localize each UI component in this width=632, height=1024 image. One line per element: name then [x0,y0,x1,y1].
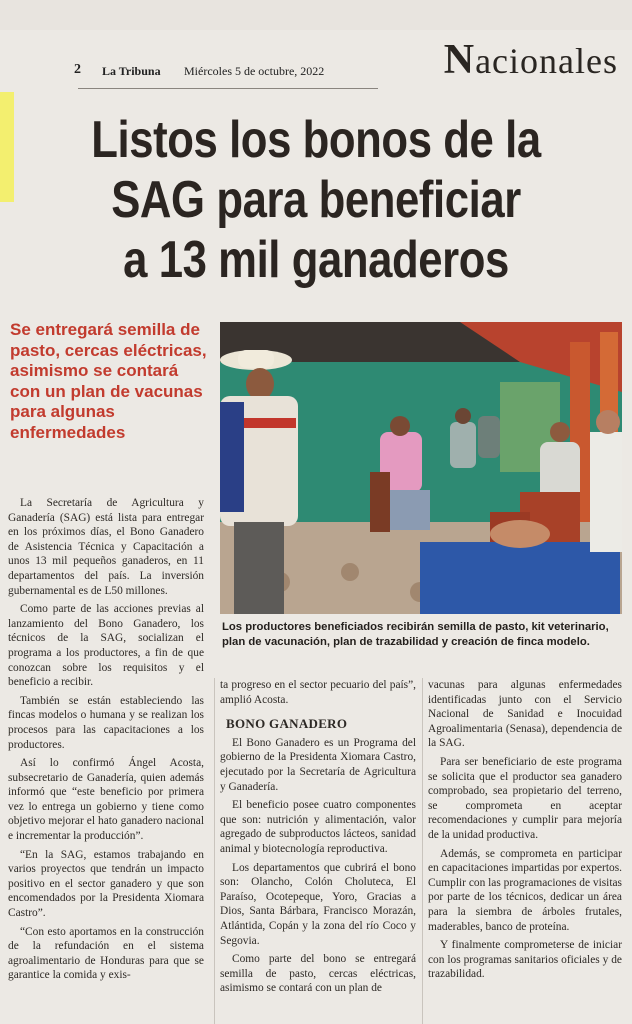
paper-name: La Tribuna [102,64,161,78]
paragraph: ta progreso en el sector pecuario del país”, amplió Acosta. [220,679,416,706]
paragraph: El Bono Ganadero es un Programa del gobierno de la Presidenta Xiomara Castro, ejecutado por la Secretaría de Agricultura y Ganadería. [220,736,416,793]
bleed-through-strip [0,0,632,30]
section-initial: N [443,37,476,83]
paragraph: La Secretaría de Agricultura y Ganadería (SAG) está lista para entregar en los próximos días, el Bono Ganadero de Asistencia Técnica y Capacitación a unos 13 mil pequeños ganaderos, en 11 departamentos del país. La inversión gubernamental es de L50 millones. [8,497,204,597]
paragraph: Y finalmente comprometerse de iniciar con los programas sanitarios oficiales y de trazabilidad. [428,939,622,981]
article-column-1 [8,496,204,983]
paragraph: vacunas para algunas enfermedades identificadas junto con el Servicio Nacional de Sanidad e Inocuidad Agroalimentaria (Senasa), dependencia de la SAG. [428,679,622,750]
column-divider [422,678,423,1024]
headline-line-3: a 13 mil ganaderos [123,231,509,289]
paragraph: El beneficio posee cuatro componentes que son: nutrición y alimentación, valor agregado de subproductos lácteos, sanidad animal y biotecnología reproductiva. [220,799,416,855]
paragraph: También se están estableciendo las fincas modelos o humana y se realizan los procesos para las capacitaciones a los productores. [8,694,204,751]
page-number: 2 [74,62,81,77]
paragraph: Como parte de las acciones previas al lanzamiento del Bono Ganadero, los técnicos de la SAG, socializan el programa a los productores, a fin de que conozcan sobre los requisitos y el beneficio a recibir. [8,603,204,689]
paragraph: Los departamentos que cubrirá el bono son: Olancho, Colón Choluteca, El Paraíso, Ocotepeque, Yoro, Gracias a Dios, Santa Bárbara, Francisco Morazán, Atlántida, Copán y la zona del río Coco y Segovia. [220,861,416,947]
photo-caption: Los productores beneficiados recibirán semilla de pasto, kit veterinario, plan de vacunación, plan de trazabilidad y creación de finca modelo. [222,621,609,648]
section-rest: acionales [475,41,618,81]
paragraph: Además, se comprometa en participar en capacitaciones impartidas por expertos. Cumplir con las programaciones de visitas por parte de los técnicos, dedicar un área para la siembra de árboles frutales, maderables, banco de proteína. [428,847,622,933]
paragraph: Así lo confirmó Ángel Acosta, subsecretario de Ganadería, quien además informó que “este beneficio por primera vez lo entrega un gobierno y tiene como objetivo mejorar el hato ganadero nacional e incrementar la producción”. [8,757,204,843]
deck-subtitle: Se entregará semilla de pasto, cercas eléctricas, asimismo se contará con un plan de vacunas para algunas enfermedades [10,320,207,442]
headline-line-2: SAG para beneficiar [111,171,521,229]
highlighter-mark [0,92,14,202]
article-column-3 [428,678,622,982]
column-divider [214,678,215,1024]
paragraph: “Con esto aportamos en la construcción de la refundación en el sistema agroalimentario de Honduras para que se garantice la comida y exis- [8,925,204,982]
subheading: BONO GANADERO [226,716,348,732]
section-title [444,36,618,84]
masthead [8,36,624,90]
headline [59,110,573,290]
issue-date: Miércoles 5 de octubre, 2022 [184,64,325,78]
headline-line-1: Listos los bonos de la [91,111,541,169]
masthead-rule [78,88,378,89]
article-column-2 [220,678,416,996]
paragraph: Como parte del bono se entregará semilla de pasto, cercas eléctricas, asimismo se contará con un plan de [220,953,416,995]
photo-illustration [220,322,622,614]
paragraph: Para ser beneficiario de este programa se solicita que el productor sea ganadero comprobado, sea propietario del terreno, se comprometa en aceptar recomendaciones y cumplir para mejoría de la unidad productiva. [428,755,622,841]
paragraph: “En la SAG, estamos trabajando en varios proyectos que tendrán un impacto positivo en el sector ganadero y que son encomendados por la Presidenta Xiomara Castro”. [8,848,204,920]
article-photo [220,322,622,614]
